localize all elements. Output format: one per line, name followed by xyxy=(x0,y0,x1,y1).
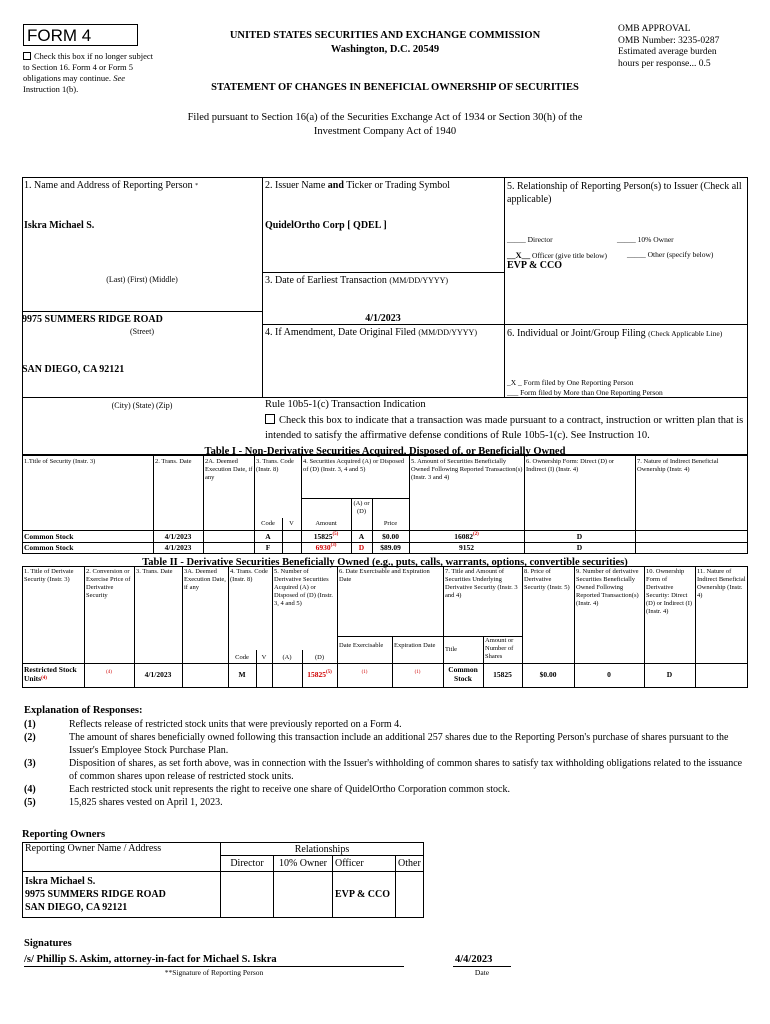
t2-header-conversion: 2. Conversion or Exercise Price of Derivative Security xyxy=(86,568,131,599)
owners-officer-header: Officer xyxy=(333,856,396,872)
owners-other-header: Other xyxy=(396,856,424,872)
t2-header-underlying: 7. Title and Amount of Securities Underlying Derivative Security (Instr. 3 and 4) xyxy=(445,568,518,599)
t1-row1-date: 4/1/2023 xyxy=(164,532,192,541)
explanation-title: Explanation of Responses: xyxy=(24,705,143,716)
t2-row-underlying-title: Common Stock xyxy=(448,665,478,683)
explanation-item: (3) Disposition of shares, as set forth above, was in connection with the Issuer's withholding of common shares to satisfy tax withholding obligations related to the issuance of common shares upon release of restricted stock units. xyxy=(24,758,743,782)
t1-row2-title: Common Stock xyxy=(24,543,74,552)
t1-row1-aord: A xyxy=(358,532,365,541)
box5-label: 5. Relationship of Reporting Person(s) to Issuer (Check all applicable) xyxy=(507,181,742,205)
owner-other-cell xyxy=(396,872,424,918)
reporting-person-city: SAN DIEGO, CA 92121 xyxy=(22,364,125,375)
omb-burden: Estimated average burden xyxy=(618,47,717,57)
filing-option-multiple[interactable]: ___ Form filed by More than One Reporting Person xyxy=(507,388,663,397)
box2-label: 2. Issuer Name and Ticker or Trading Symbol xyxy=(265,180,451,191)
t2-header-a-sub: (A) xyxy=(282,654,292,661)
officer-title: EVP & CCO xyxy=(507,260,562,271)
t1-header-code: 3. Trans. Code (Instr. 8) xyxy=(256,458,294,473)
t1-header-owned: 5. Amount of Securities Beneficially Owned Following Reported Transaction(s) (Instr. 3 and 4) xyxy=(411,458,523,481)
t1-row1-form: D xyxy=(576,532,583,541)
t2-header-number: 5. Number of Derivative Securities Acquired (A) or Disposed of (D) (Instr. 3, 4 and 5) xyxy=(274,568,333,607)
officer-option[interactable]: __X__ Officer (give title below) xyxy=(507,250,608,260)
form-title: FORM 4 xyxy=(27,26,92,45)
t2-header-d-sub: (D) xyxy=(314,654,325,661)
t1-header-code-sub: Code xyxy=(261,520,275,527)
omb-number: OMB Number: 3235-0287 xyxy=(618,35,720,46)
t1-row2-amount: 6930$^{(3)}$ xyxy=(315,543,337,552)
t2-header-code: 4. Trans. Code (Instr. 8) xyxy=(230,568,268,583)
t2-header-expiration-sub: Expiration Date xyxy=(394,642,436,649)
t1-header-price-sub: Price xyxy=(383,520,398,527)
t2-row-owned: 0 xyxy=(607,670,611,679)
t1-row1-title: Common Stock xyxy=(24,532,74,541)
t1-row2-price: $89.09 xyxy=(380,543,401,552)
t2-row-conversion: (4) xyxy=(106,670,112,675)
box3-label: 3. Date of Earliest Transaction (MM/DD/YYYY) xyxy=(265,275,449,286)
no-longer-subject-checkbox[interactable] xyxy=(23,52,31,60)
no-longer-subject-checkbox-label[interactable]: Check this box if no longer subject to Section 16. Form 4 or Form 5 obligations may continue. See Instruction 1(b). xyxy=(23,51,153,94)
t2-header-code-sub: Code xyxy=(235,654,249,661)
t2-header-amount-sub: Amount or Number of Shares xyxy=(485,637,514,660)
t2-header-title: 1. Title of Derivate Security (Instr. 3) xyxy=(24,568,74,583)
issuer-name-ticker: QuidelOrtho Corp [ QDEL ] xyxy=(265,220,387,231)
t2-row-title: Restricted Stock Units$^{(4)}$ xyxy=(24,665,77,683)
t2-header-ownership-form: 10. Ownership Form of Derivative Security: Direct (D) or Indirect (I) (Instr. 4) xyxy=(646,568,693,615)
owner-name-address: Iskra Michael S. 9975 SUMMERS RIDGE ROAD SAN DIEGO, CA 92121 xyxy=(23,872,221,918)
t1-header-acquired: 4. Securities Acquired (A) or Disposed of (D) (Instr. 3, 4 and 5) xyxy=(303,458,405,473)
reporting-person-street: 9975 SUMMERS RIDGE ROAD xyxy=(22,314,163,325)
t2-header-price: 8. Price of Derivative Security (Instr. 5) xyxy=(524,568,570,591)
t1-row1-owned: 16082$^{(2)}$ xyxy=(454,532,479,541)
t1-row1-price: $0.00 xyxy=(382,532,399,541)
t1-header-nature: 7. Nature of Indirect Beneficial Ownership (Instr. 4) xyxy=(637,458,719,473)
explanation-item: (2) The amount of shares beneficially owned following this transaction include an additional 257 shares due to the Reporting Person's purchase of shares pursuant to the Issuer's Employee Stock Purchase Plan. xyxy=(24,732,729,756)
t1-header-title: 1.Title of Security (Instr. 3) xyxy=(24,458,96,465)
rule-10b5-checkbox[interactable] xyxy=(265,414,275,424)
owners-name-header: Reporting Owner Name / Address xyxy=(23,843,221,872)
t1-header-v-sub: V xyxy=(289,520,294,527)
t2-row-expiration: (1) xyxy=(414,670,421,675)
t1-row1-code: A xyxy=(265,532,271,541)
omb-hours: hours per response... 0.5 xyxy=(618,58,711,69)
t2-header-deemed: 3A. Deemed Execution Date, if any xyxy=(184,568,226,591)
reporting-owners-title: Reporting Owners xyxy=(22,829,106,840)
ten-percent-owner-option[interactable]: _____ 10% Owner xyxy=(617,235,674,244)
reporting-person-name: Iskra Michael S. xyxy=(24,220,95,231)
box1-label: 1. Name and Address of Reporting Person * xyxy=(24,180,199,191)
t2-header-nature: 11. Nature of Indirect Beneficial Ownership (Instr. 4) xyxy=(697,568,746,599)
t1-row2-code: F xyxy=(265,543,271,552)
t2-row-disposed: 15825$^{(5)}$ xyxy=(307,670,332,679)
t1-header-aord-sub: (A) or (D) xyxy=(353,500,370,515)
explanation-item: (1) Reflects release of restricted stock units that were previously reported on a Form 4. xyxy=(24,719,402,730)
filing-option-one[interactable]: _X _ Form filed by One Reporting Person xyxy=(507,378,634,387)
rule-10b5-title: Rule 10b5-1(c) Transaction Indication xyxy=(265,399,426,410)
t1-row2-form: D xyxy=(576,543,583,552)
t2-row-date: 4/1/2023 xyxy=(144,670,172,679)
earliest-transaction-date: 4/1/2023 xyxy=(365,313,401,324)
reporting-owners-table xyxy=(22,842,424,918)
t1-header-amount-sub: Amount xyxy=(315,520,337,527)
t2-row-underlying-amount: 15825 xyxy=(493,670,512,679)
t2-header-dates: 6. Date Exercisable and Expiration Date xyxy=(339,568,430,583)
signatures-title: Signatures xyxy=(24,938,72,949)
city-label: (City) (State) (Zip) xyxy=(111,401,173,410)
rule-10b5-checkbox-label[interactable]: Check this box to indicate that a transaction was made pursuant to a contract, instruction or written plan that is intended to satisfy the affirmative defense conditions of Rule 10b5-1(c). See Instruction 10. xyxy=(265,415,744,441)
t2-row-price: $0.00 xyxy=(539,670,557,679)
t2-header-v-sub: V xyxy=(261,654,267,661)
name-parts-label: (Last) (First) (Middle) xyxy=(106,275,178,284)
t1-row2-owned: 9152 xyxy=(459,543,474,552)
signature-date: 4/4/2023 xyxy=(455,954,493,965)
owner-officer-cell: EVP & CCO xyxy=(333,872,396,918)
omb-approval-title: OMB APPROVAL xyxy=(618,24,691,34)
street-label: (Street) xyxy=(130,327,154,336)
t1-row2-aord: D xyxy=(358,543,365,552)
agency-name: UNITED STATES SECURITIES AND EXCHANGE COMMISSION xyxy=(229,30,541,41)
agency-city: Washington, D.C. 20549 xyxy=(330,44,440,55)
date-label: Date xyxy=(474,968,490,977)
t1-header-ownership-form: 6. Ownership Form: Direct (D) or Indirect (I) (Instr. 4) xyxy=(526,458,615,473)
omb-approval-box xyxy=(618,24,758,70)
owners-director-header: Director xyxy=(221,856,274,872)
explanation-item: (4) Each restricted stock unit represents the right to receive one share of QuidelOrtho Corporation common stock. xyxy=(24,784,510,795)
t1-header-deemed: 2A. Deemed Execution Date, if any xyxy=(205,458,253,481)
director-option[interactable]: _____ Director xyxy=(507,235,553,244)
t2-header-owned: 9. Number of derivative Securities Beneficially Owned Following Reported Transaction(s) (Instr. 4) xyxy=(576,568,639,607)
explanation-list xyxy=(24,718,750,809)
t2-row-code: M xyxy=(238,670,246,679)
t1-row2-date: 4/1/2023 xyxy=(164,543,192,552)
table2-title: Table II - Derivative Securities Beneficially Owned (e.g., puts, calls, warrants, options, convertible securities) xyxy=(142,557,628,568)
owner-director-cell xyxy=(221,872,274,918)
other-option[interactable]: _____ Other (specify below) xyxy=(627,250,714,259)
t2-header-date: 3. Trans. Date xyxy=(136,568,173,575)
owners-ten-pct-header: 10% Owner xyxy=(274,856,333,872)
owner-ten-pct-cell xyxy=(274,872,333,918)
box6-label: 6. Individual or Joint/Group Filing (Check Applicable Line) xyxy=(507,328,723,339)
explanation-item: (5) 15,825 shares vested on April 1, 2023. xyxy=(24,797,223,808)
statement-title: STATEMENT OF CHANGES IN BENEFICIAL OWNERSHIP OF SECURITIES xyxy=(211,82,579,93)
owners-relationships-header: Relationships xyxy=(221,843,424,856)
t1-header-date: 2. Trans. Date xyxy=(155,458,192,465)
form-title-box xyxy=(23,24,138,46)
signature-label: **Signature of Reporting Person xyxy=(164,968,264,977)
t2-row-exercisable: (1) xyxy=(361,670,368,675)
filed-pursuant-line1: Filed pursuant to Section 16(a) of the Securities Exchange Act of 1934 or Section 30(h) of the xyxy=(187,112,583,123)
t2-header-exercisable-sub: Date Exercisable xyxy=(339,642,384,649)
table1-title: Table I - Non-Derivative Securities Acquired, Disposed of, or Beneficially Owned xyxy=(204,446,566,457)
t2-row-form: D xyxy=(666,670,673,679)
box4-label: 4. If Amendment, Date Original Filed (MM/DD/YYYY) xyxy=(265,327,477,338)
t2-header-title-sub: Title xyxy=(445,646,458,653)
signature-value: /s/ Phillip S. Askim, attorney-in-fact for Michael S. Iskra xyxy=(24,954,277,965)
t1-row1-amount: 15825$^{(5)}$ xyxy=(313,532,339,541)
filed-pursuant-line2: Investment Company Act of 1940 xyxy=(313,126,457,137)
